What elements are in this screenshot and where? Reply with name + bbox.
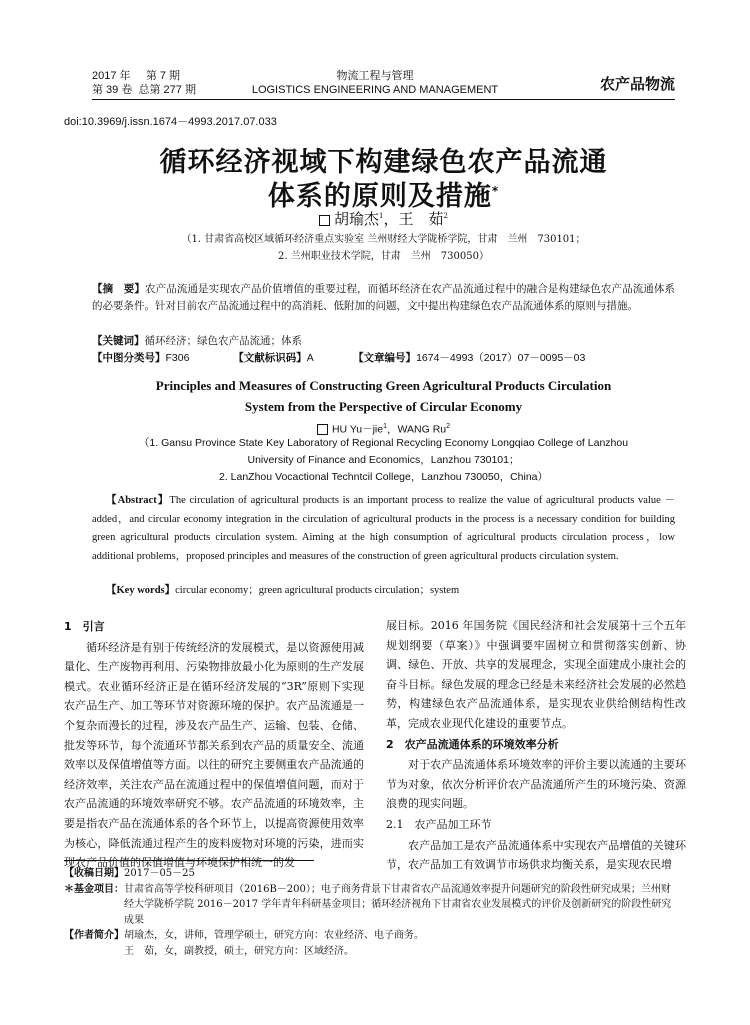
title-cn-line1: 循环经济视域下构建绿色农产品流通 (159, 147, 608, 178)
abstract-en-text: The circulation of agricultural products is an important process to realize the value of agricultural products value －added，and circular economy integration in the circulation of agricultural products in the process is a necessary condition for building green agricultural products circulation system. Aiming at the high consumption of agricultural products circulation process，low additional problems，proposed principles and measures of the construction of green agricultural products circulation system. (92, 495, 675, 562)
doi: doi:10.3969/j.issn.1674－4993.2017.07.033 (64, 116, 277, 128)
keywords-cn (92, 333, 675, 350)
header-year: 2017 年 (92, 70, 131, 82)
footnote-rule (64, 860, 314, 861)
author-bio-1: 胡瑜杰，女，讲师，管理学硕士，研究方向：农业经济、电子商务。 (124, 930, 424, 941)
author-marker-icon (319, 215, 330, 226)
section-heading: 2 农产品流通体系的环境效率分析 (386, 737, 559, 751)
abstract-en-label: 【Abstract】 (106, 495, 170, 506)
title-en (92, 375, 675, 417)
abstract-cn-text: 农产品流通是实现农产品价值增值的重要过程，而循环经济在农产品流通过程中的融合是构建绿色农产品流通体系的必要条件。针对目前农产品流通过程中的高消耗、低附加的问题，文中提出构建绿色农产品流通体系的原则与措施。 (92, 283, 676, 312)
abstract-cn-label: 【摘 要】 (92, 283, 146, 295)
title-en-line1: Principles and Measures of Constructing Green Agricultural Products Circulation (155, 378, 612, 393)
header-column: 农产品物流 (599, 76, 675, 93)
footnote-author: 【作者简介】 胡瑜杰，女，讲师，管理学硕士，研究方向：农业经济、电子商务。 王 茹，女，副教授，硕士，研究方向：区域经济。 (64, 928, 675, 959)
header-rule (92, 99, 675, 100)
affiliation-en-line: （1. Gansu Province State Key Laboratory of Regional Recycling Economy Longqiao College of Lanzhou (138, 437, 629, 449)
keywords-en (92, 582, 675, 601)
affiliation-cn (92, 231, 675, 265)
clc-number: F306 (165, 352, 190, 364)
header-issue-info (92, 69, 196, 97)
header-volume: 第 39 卷 (92, 84, 133, 96)
keywords-en-label: 【Key words】 (106, 585, 176, 596)
keywords-cn-text: 循环经济；绿色农产品流通；体系 (144, 335, 302, 347)
subsection-heading: 2.1 农产品加工环节 (386, 817, 492, 831)
footnote-received: 【收稿日期】 2017－05－25 (64, 868, 195, 879)
paragraph: 农产品加工是农产品流通体系中实现农产品增值的关键环节，农产品加工有效调节市场供求均衡关系，是实现农民增 (386, 838, 686, 872)
journal-name-cn: 物流工程与管理 (336, 70, 414, 82)
doc-code: A (306, 352, 314, 364)
footnote-fund: ＊基金项目： 甘肃省高等学校科研项目（2016B－200）；电子商务背景下甘肃省农产品流通效率提升问题研究的阶段性研究成果；兰州财经大学陇桥学院 2016－2017 学年青年科研基金项目；循环经济视角下甘肃省农业发展模式的评价及创新研究的阶段性研究成果 (64, 883, 672, 926)
authors-en: HU Yu－jie$^1$，WANG Ru$^2$ (92, 418, 675, 439)
article-number: 1674－4993（2017）07－0095－03 (416, 352, 586, 364)
abstract-cn (92, 281, 675, 315)
footnotes (64, 866, 675, 959)
affiliation-cn-line: （1. 甘肃省高校区域循环经济重点实验室 兰州财经大学陇桥学院，甘肃 兰州 730101； (181, 234, 586, 245)
title-en-line2: System from the Perspective of Circular Economy (244, 399, 523, 414)
paragraph: 展目标。2016 年国务院《国民经济和社会发展第十三个五年规划纲要（草案）》中强调要牢固树立和贯彻落实创新、协调、绿色、开放、共享的发展理念，实现全面建成小康社会的奋斗目标。绿色发展的理念已经是未来经济社会发展的必然趋势，构建绿色农产品流通体系，是实现农业供给侧结构性改革，完成农业现代化建设的重要节点。 (386, 619, 686, 730)
journal-name-en: LOGISTICS ENGINEERING AND MANAGEMENT (251, 84, 499, 96)
header-total: 总第 277 期 (138, 84, 196, 96)
abstract-en (92, 492, 675, 566)
author-en-1: HU Yu－jie (331, 423, 384, 436)
classification-line: 【中图分类号】F306 【文献标识码】A 【文章编号】1674－4993（2017）07－0095－03 (92, 352, 586, 364)
title-cn-line2: 体系的原则及措施* (267, 181, 500, 212)
author-cn-1: 胡瑜杰 (334, 210, 380, 228)
author-marker-icon (317, 424, 328, 435)
header-issue: 第 7 期 (145, 70, 181, 82)
paragraph: 循环经济是有别于传统经济的发展模式，是以资源使用减量化、生产废物再利用、污染物排放最小化为原则的生产发展模式。农业循环经济正是在循环经济发展的“3R”原则下实现农产品生产、加工等环节对资源环境的保护。农产品流通是一个复杂而漫长的过程，涉及农产品生产、运输、包装、仓储、批发等环节，每个流通环节都关系到农产品的质量安全、流通效率以及保值增值等方面。以往的研究主要侧重农产品流通的经济效率，关注农产品在流通过程中的保值增值问题，而对于农产品流通的环境效率研究不够。农产品流通的环境效率，主要是指农产品在流通体系的各个环节上，以提高资源使用效率为核心，降低流通过程产生的废料废物对环境的污染，进而实现农产品价值的保值增值与环境保护相统一的发 (64, 640, 364, 870)
author-en-2: WANG Ru (397, 423, 447, 436)
affiliation-en (92, 435, 675, 486)
affiliation-en-line: University of Finance and Economics，Lanzhou 730101； (247, 454, 520, 466)
affiliation-cn-line: 2. 兰州职业技术学院，甘肃 兰州 730050） (278, 251, 489, 262)
header-journal (245, 69, 505, 97)
paragraph: 对于农产品流通体系环境效率的评价主要以流通的主要环节为对象，依次分析评价农产品流通所产生的环境污染、资源浪费的现实问题。 (386, 758, 686, 811)
section-heading: 1 引言 (64, 620, 105, 633)
body-left-column (64, 616, 364, 873)
author-cn-2: 王 茹 (398, 210, 444, 228)
keywords-en-text: circular economy；green agricultural products circulation；system (175, 585, 460, 596)
author-bio-2: 王 茹，女，副教授，硕士，研究方向：区域经济。 (124, 945, 354, 957)
keywords-cn-label: 【关键词】 (92, 335, 145, 347)
authors-cn: 胡瑜杰$^1$，王 茹$^2$ (92, 208, 675, 229)
affiliation-en-line: 2. LanZhou Vocactional Techntcil College，Lanzhou 730050，China） (218, 471, 549, 483)
body-right-column (386, 616, 686, 875)
title-footnote-mark: * (491, 184, 500, 198)
